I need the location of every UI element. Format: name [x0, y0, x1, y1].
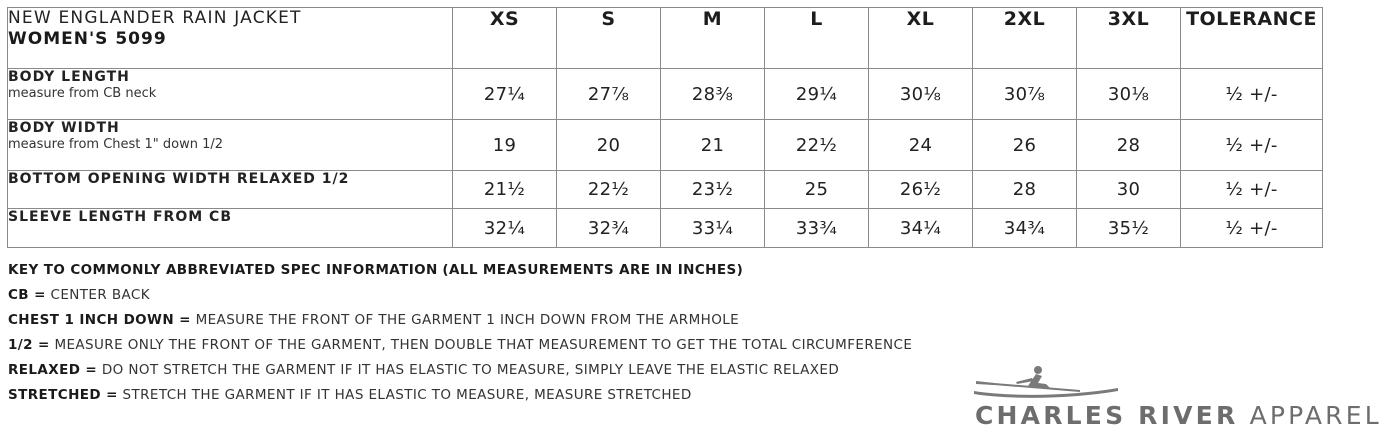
row-label-cell: [8, 69, 453, 120]
tolerance-cell: ½ +/-: [1181, 120, 1323, 171]
product-name: NEW ENGLANDER RAIN JACKET: [8, 8, 302, 28]
key-term: 1/2 =: [8, 337, 50, 353]
brand-logo: [972, 364, 1392, 430]
tolerance-cell: ½ +/-: [1181, 209, 1323, 248]
value-cell: 19: [453, 120, 557, 171]
row-label-cell: [8, 120, 453, 171]
value-cell: 34¾: [973, 209, 1077, 248]
value-cell: 25: [765, 171, 869, 209]
value-cell: 35½: [1077, 209, 1181, 248]
key-definition: MEASURE ONLY THE FRONT OF THE GARMENT, THEN DOUBLE THAT MEASUREMENT TO GET THE TOTAL CIRCUMFERENCE: [54, 337, 913, 353]
value-cell: 26½: [869, 171, 973, 209]
key-item: [8, 361, 912, 386]
key-item: [8, 311, 912, 336]
value-cell: 21½: [453, 171, 557, 209]
value-cell: 29¼: [765, 69, 869, 120]
table-row: [8, 209, 1323, 248]
size-header-m: M: [661, 8, 765, 69]
key-heading: [8, 261, 912, 286]
value-cell: 30⅛: [869, 69, 973, 120]
value-cell: 30⅛: [1077, 69, 1181, 120]
key-item: [8, 336, 912, 361]
table-row: [8, 120, 1323, 171]
brand-name: CHARLES RIVER: [975, 401, 1239, 430]
key-item: [8, 386, 912, 411]
value-cell: 20: [557, 120, 661, 171]
tolerance-header: TOLERANCE: [1181, 8, 1323, 69]
size-header-3xl: 3XL: [1077, 8, 1181, 69]
row-label: BOTTOM OPENING WIDTH RELAXED 1/2: [8, 171, 350, 187]
rower-icon: [972, 364, 1122, 398]
value-cell: 22½: [557, 171, 661, 209]
size-header-2xl: 2XL: [973, 8, 1077, 69]
value-cell: 33¼: [661, 209, 765, 248]
value-cell: 30: [1077, 171, 1181, 209]
key-term: STRETCHED =: [8, 387, 118, 403]
value-cell: 32¾: [557, 209, 661, 248]
value-cell: 21: [661, 120, 765, 171]
key-definition: MEASURE THE FRONT OF THE GARMENT 1 INCH DOWN FROM THE ARMHOLE: [195, 312, 740, 328]
value-cell: 22½: [765, 120, 869, 171]
value-cell: 33¾: [765, 209, 869, 248]
product-style: WOMEN'S 5099: [8, 29, 167, 49]
tolerance-cell: ½ +/-: [1181, 69, 1323, 120]
value-cell: 28⅜: [661, 69, 765, 120]
row-label: BODY LENGTH: [8, 69, 130, 85]
size-header-xl: XL: [869, 8, 973, 69]
value-cell: 24: [869, 120, 973, 171]
spec-table: [7, 7, 1323, 248]
value-cell: 23½: [661, 171, 765, 209]
size-header-s: S: [557, 8, 661, 69]
value-cell: 28: [973, 171, 1077, 209]
row-label-cell: [8, 209, 453, 248]
key-term: CHEST 1 INCH DOWN =: [8, 312, 191, 328]
key-heading-bold: KEY TO COMMONLY ABBREVIATED SPEC INFORMATION: [8, 262, 438, 278]
row-sublabel: measure from Chest 1" down 1/2: [8, 137, 224, 152]
value-cell: 26: [973, 120, 1077, 171]
key-definition: STRETCH THE GARMENT IF IT HAS ELASTIC TO MEASURE, MEASURE STRETCHED: [122, 387, 692, 403]
key-item: [8, 286, 912, 311]
value-cell: 34¼: [869, 209, 973, 248]
table-row: [8, 69, 1323, 120]
key-term: RELAXED =: [8, 362, 98, 378]
value-cell: 27¼: [453, 69, 557, 120]
header-row: [8, 8, 1323, 69]
row-label-cell: [8, 171, 453, 209]
value-cell: 32¼: [453, 209, 557, 248]
row-label: BODY WIDTH: [8, 120, 120, 136]
row-label: SLEEVE LENGTH FROM CB: [8, 209, 232, 225]
tolerance-cell: ½ +/-: [1181, 171, 1323, 209]
value-cell: 28: [1077, 120, 1181, 171]
brand-apparel: APPAREL: [1249, 401, 1382, 430]
size-header-xs: XS: [453, 8, 557, 69]
title-cell: [8, 8, 453, 69]
key-definition: DO NOT STRETCH THE GARMENT IF IT HAS ELASTIC TO MEASURE, SIMPLY LEAVE THE ELASTIC RELAXED: [101, 362, 840, 378]
size-header-l: L: [765, 8, 869, 69]
abbreviation-key: [8, 261, 912, 411]
row-sublabel: measure from CB neck: [8, 86, 157, 101]
value-cell: 30⅞: [973, 69, 1077, 120]
key-term: CB =: [8, 287, 46, 303]
value-cell: 27⅞: [557, 69, 661, 120]
brand-wordmark: [975, 401, 1382, 430]
table-row: [8, 171, 1323, 209]
key-heading-note: (ALL MEASUREMENTS ARE IN INCHES): [442, 262, 744, 278]
key-definition: CENTER BACK: [50, 287, 150, 303]
